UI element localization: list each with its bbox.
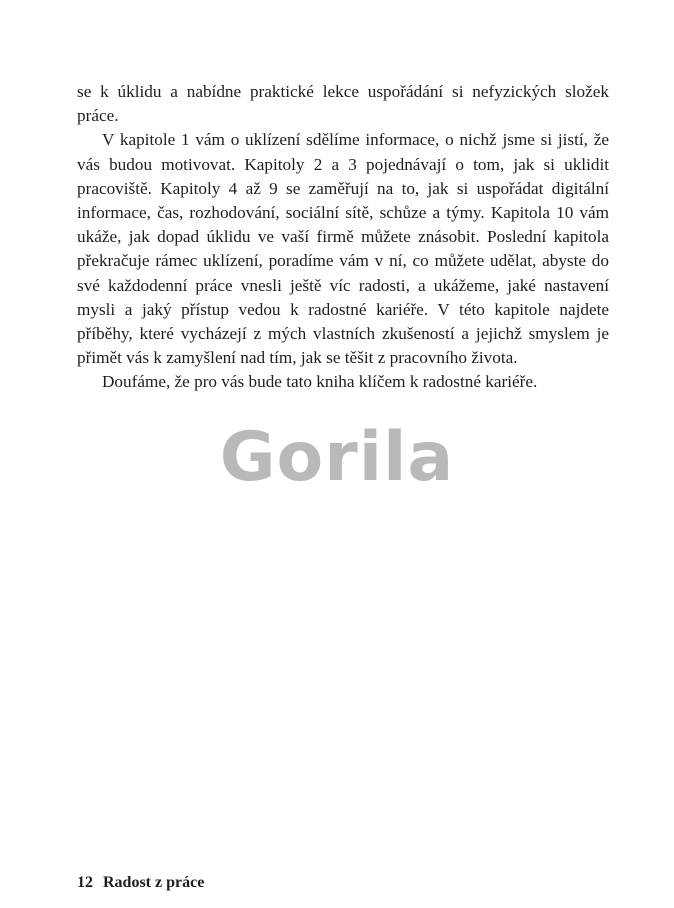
page-footer [77, 873, 204, 893]
body-text [77, 80, 609, 395]
paragraph-continuation: se k úklidu a nabídne praktické lekce uspořádání si nefyzických složek práce. [77, 82, 609, 126]
paragraph-closing: Doufáme, že pro vás bude tato kniha klíčem k radostné kariéře. [102, 372, 538, 392]
running-title: Radost z práce [103, 874, 205, 891]
page-number: 12 [77, 874, 93, 891]
publisher-watermark: Gorila [219, 418, 455, 497]
paragraph-chapters-overview: V kapitole 1 vám o uklízení sdělíme informace, o nichž jsme si jistí, že vás budou motivovat. Kapitoly 2 a 3 pojednávají o tom, jak si uklidit pracoviště. Kapitoly 4 až 9 se zaměřují na to, jak si uspořádat digitální informace, čas, rozhodování, sociální sítě, schůze a týmy. Kapitola 10 vám ukáže, jak dopad úklidu ve vaší firmě můžete znásobit. Poslední kapitola překračuje rámec uklízení, poradíme vám v ní, co můžete udělat, abyste do své každodenní práce vnesli ještě víc radosti, a ukážeme, jaké nastavení mysli a jaký přístup vedou k radostné kariéře. V této kapitole najdete příběhy, které vycházejí z mých vlastních zkušeností a jejichž smyslem je přimět vás k zamyšlení nad tím, jak se těšit z pracovního života. [77, 130, 609, 368]
